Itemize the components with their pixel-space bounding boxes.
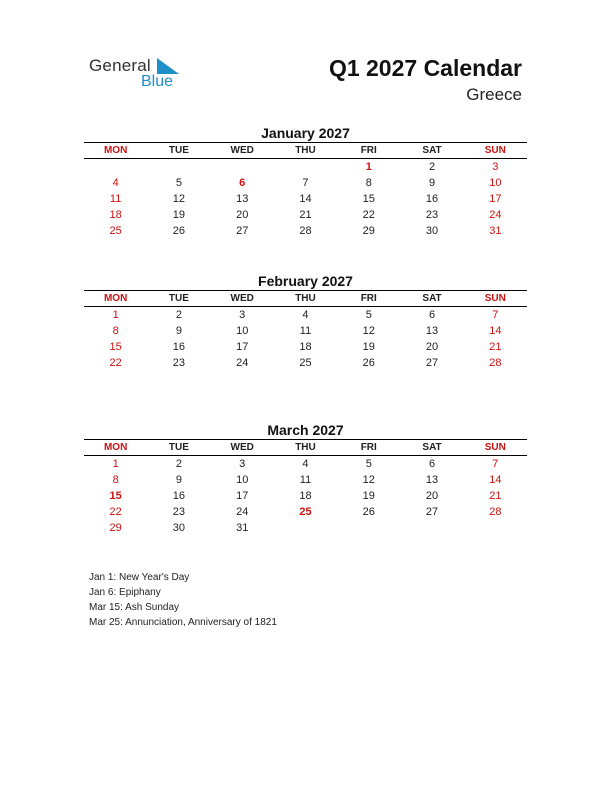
day-cell: 15 (362, 193, 375, 205)
weekday-label: SUN (484, 293, 506, 304)
day-cell: 23 (172, 506, 186, 518)
week-row (84, 307, 527, 323)
weekday-label: FRI (360, 145, 377, 156)
day-cell: 19 (362, 341, 375, 353)
day-cell: 2 (428, 161, 436, 173)
day-cell: 8 (112, 325, 119, 337)
day-cell: 29 (362, 225, 375, 237)
day-cell: 28 (489, 357, 502, 369)
day-cell: 22 (109, 357, 122, 369)
day-cell: 31 (489, 225, 502, 237)
day-cell: 7 (492, 309, 499, 321)
day-cell: 8 (112, 474, 119, 486)
day-cell: 11 (109, 193, 122, 205)
day-cell: 6 (428, 309, 436, 321)
week-row (84, 159, 527, 175)
day-cell: 29 (109, 522, 122, 534)
day-cell: 17 (236, 490, 249, 502)
day-cell: 25 (299, 357, 312, 369)
day-cell: 27 (425, 357, 439, 369)
weekday-label: MON (103, 145, 128, 156)
day-cell: 2 (175, 458, 182, 470)
day-cell: 4 (112, 177, 119, 189)
day-cell: 3 (239, 458, 246, 470)
weekday-label: SUN (484, 442, 506, 453)
day-cell: 18 (109, 209, 122, 221)
day-cell: 5 (365, 309, 372, 321)
day-cell: 11 (299, 325, 312, 337)
weekday-label: TUE (168, 442, 189, 453)
day-cell: 18 (299, 490, 312, 502)
weekday-header-row (84, 290, 527, 307)
day-cell: 27 (236, 225, 249, 237)
day-cell: 26 (362, 506, 375, 518)
day-cell: 28 (489, 506, 502, 518)
day-cell: 17 (489, 193, 502, 205)
day-cell: 30 (172, 522, 186, 534)
weekday-label: SUN (484, 145, 506, 156)
day-cell: 1 (112, 309, 119, 321)
day-cell: 30 (425, 225, 439, 237)
weekday-header-row (84, 439, 527, 456)
day-cell: 16 (425, 193, 439, 205)
day-cell: 20 (425, 341, 439, 353)
day-cell: 23 (425, 209, 439, 221)
holiday-note: Jan 1: New Year's Day (89, 572, 190, 583)
week-row (84, 175, 527, 191)
day-cell: 18 (299, 341, 312, 353)
day-cell: 21 (489, 490, 502, 502)
day-cell: 4 (302, 309, 309, 321)
day-cell: 15 (109, 490, 122, 502)
month-march (84, 421, 527, 536)
day-cell: 5 (175, 177, 182, 189)
day-cell: 12 (362, 325, 375, 337)
day-cell: 6 (239, 177, 246, 189)
weekday-label: WED (230, 442, 254, 453)
day-cell: 9 (175, 325, 182, 337)
month-february (84, 272, 527, 371)
month-january (84, 124, 527, 239)
day-cell: 16 (172, 490, 186, 502)
logo-triangle-icon (157, 58, 179, 74)
day-cell: 10 (489, 177, 502, 189)
month-title: January 2027 (261, 125, 350, 141)
month-title: February 2027 (258, 273, 353, 289)
logo-general-text: General (89, 56, 151, 75)
day-cell: 24 (236, 506, 249, 518)
day-cell: 12 (362, 474, 375, 486)
day-cell: 19 (172, 209, 186, 221)
weekday-label: FRI (360, 442, 377, 453)
day-cell: 23 (172, 357, 186, 369)
week-row (84, 207, 527, 223)
week-row (84, 472, 527, 488)
holiday-note: Jan 6: Epiphany (89, 587, 161, 598)
day-cell: 22 (109, 506, 122, 518)
week-row (84, 456, 527, 472)
day-cell: 6 (428, 458, 436, 470)
day-cell: 16 (172, 341, 186, 353)
day-cell: 26 (172, 225, 186, 237)
holiday-note: Mar 25: Annunciation, Anniversary of 1821 (89, 617, 277, 628)
day-cell: 21 (299, 209, 312, 221)
weekday-label: THU (295, 145, 316, 156)
logo-blue-text: Blue (141, 73, 174, 90)
page-title: Q1 2027 Calendar (328, 55, 522, 81)
weekday-label: THU (295, 442, 316, 453)
weekday-label: FRI (360, 293, 377, 304)
weekday-label: TUE (168, 145, 189, 156)
week-row (84, 504, 527, 520)
day-cell: 3 (492, 161, 499, 173)
day-cell: 27 (425, 506, 439, 518)
day-cell: 9 (175, 474, 182, 486)
day-cell: 8 (365, 177, 372, 189)
weekday-label: THU (295, 293, 316, 304)
week-row (84, 223, 527, 239)
weekday-label: MON (103, 442, 128, 453)
weekday-label: TUE (168, 293, 189, 304)
day-cell: 5 (365, 458, 372, 470)
day-cell: 28 (299, 225, 312, 237)
weekday-label: WED (230, 145, 254, 156)
day-cell: 3 (239, 309, 246, 321)
day-cell: 14 (489, 474, 502, 486)
weekday-header-row (84, 142, 527, 159)
day-cell: 14 (489, 325, 502, 337)
day-cell: 13 (236, 193, 249, 205)
day-cell: 20 (425, 490, 439, 502)
weekday-label: MON (103, 293, 128, 304)
day-cell: 2 (175, 309, 182, 321)
day-cell: 20 (236, 209, 249, 221)
day-cell: 4 (302, 458, 309, 470)
day-cell: 26 (362, 357, 375, 369)
day-cell: 13 (425, 325, 439, 337)
day-cell: 25 (299, 506, 312, 518)
holiday-note: Mar 15: Ash Sunday (89, 602, 180, 613)
day-cell: 9 (428, 177, 436, 189)
weekday-label: WED (230, 293, 254, 304)
holiday-notes (89, 570, 277, 630)
day-cell: 14 (299, 193, 312, 205)
weekday-label: SAT (422, 145, 442, 156)
weekday-label: SAT (422, 442, 442, 453)
day-cell: 7 (302, 177, 309, 189)
day-cell: 11 (299, 474, 312, 486)
day-cell: 10 (236, 325, 249, 337)
day-cell: 31 (236, 522, 249, 534)
day-cell: 1 (112, 458, 119, 470)
day-cell: 12 (172, 193, 186, 205)
week-row (84, 355, 527, 371)
day-cell: 25 (109, 225, 122, 237)
day-cell: 19 (362, 490, 375, 502)
day-cell: 17 (236, 341, 249, 353)
week-row (84, 191, 527, 207)
day-cell: 21 (489, 341, 502, 353)
day-cell: 13 (425, 474, 439, 486)
day-cell: 10 (236, 474, 249, 486)
week-row (84, 323, 527, 339)
week-row (84, 488, 527, 504)
day-cell: 24 (489, 209, 502, 221)
day-cell: 24 (236, 357, 249, 369)
day-cell: 7 (492, 458, 499, 470)
country-name: Greece (466, 85, 522, 104)
weekday-label: SAT (422, 293, 442, 304)
day-cell: 1 (365, 161, 372, 173)
day-cell: 15 (109, 341, 122, 353)
month-title: March 2027 (267, 422, 344, 438)
day-cell: 22 (362, 209, 375, 221)
week-row (84, 339, 527, 355)
logo (89, 56, 189, 92)
week-row (84, 520, 527, 536)
